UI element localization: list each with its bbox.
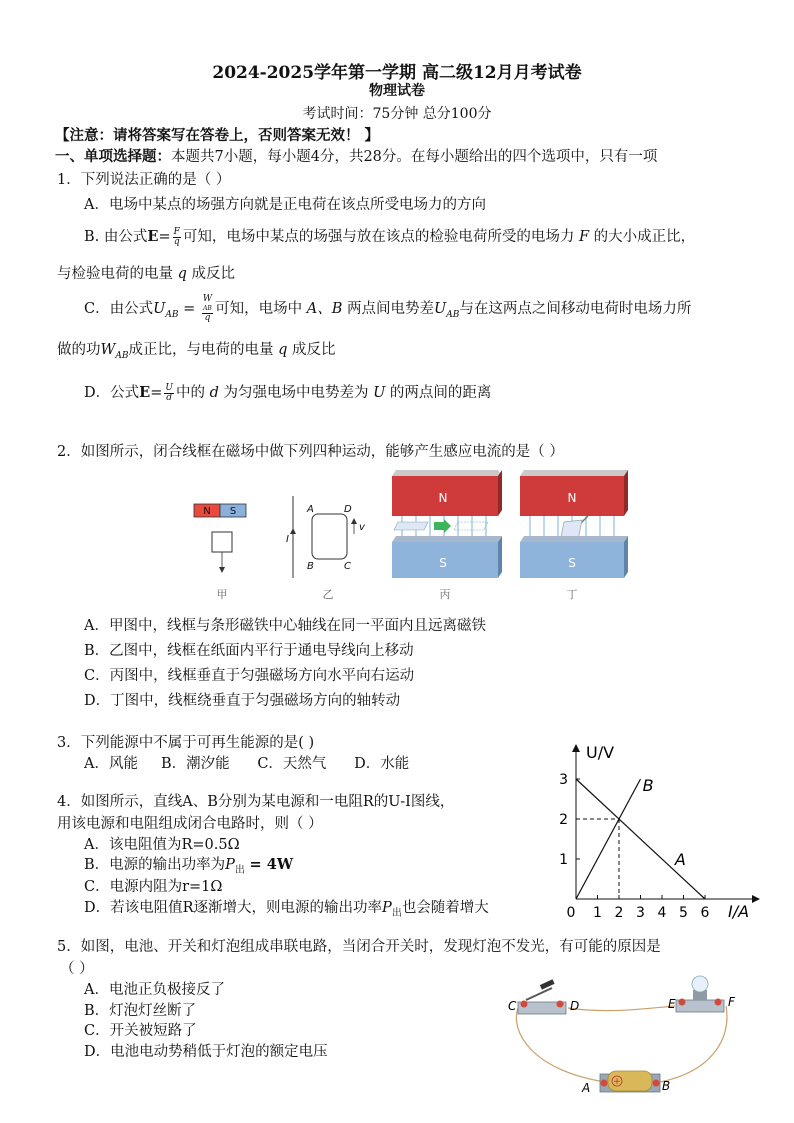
q1-d-mid2: 为匀强电场中电势差为 [223, 385, 369, 401]
magnet-s-label: S [229, 506, 237, 517]
n-side [498, 470, 502, 516]
x-axis-arrow [752, 895, 760, 903]
y-axis-label: U/V [586, 743, 615, 762]
series-line-b [576, 779, 641, 899]
ding-n-side [624, 470, 628, 516]
q4-stem-2: 用该电源和电阻组成闭合电路时，则（ ） [57, 816, 323, 832]
sub-ab: AB [165, 309, 179, 320]
frac-w-sub: AB [203, 305, 212, 312]
label-jia: 甲 [216, 588, 228, 601]
fraction-f-over-q [173, 228, 181, 247]
sym-a-b: A、B [306, 301, 343, 317]
q3-options: A．风能 B．潮汐能 C．天然气 D．水能 [84, 756, 410, 772]
x-tick-label: 6 [700, 905, 710, 921]
page-title: 2024-2025学年第一学期 高二级12月月考试卷 [212, 63, 582, 83]
sym-q: q [177, 266, 187, 282]
bing-s-label: S [439, 556, 447, 570]
q1-b-line2-tail: 成反比 [191, 266, 236, 282]
q1-option-c-line2 [57, 338, 336, 361]
q1-b-pre: B. 由公式 [84, 229, 148, 245]
q5-option-a: A．电池正负极接反了 [84, 982, 225, 998]
q1-b-line2: 与检验电荷的电量 [57, 266, 173, 282]
y-tick-label: 2 [559, 812, 568, 828]
green-arrow [434, 519, 451, 533]
label-a: A [582, 1081, 591, 1095]
frac-den-q: q [204, 313, 211, 323]
q1-c-post: 与在这两点之间移动电荷时电场力所 [459, 301, 692, 317]
x-axis-label: I/A [728, 902, 750, 921]
label-b: B [307, 561, 314, 572]
figure-yi [286, 496, 366, 601]
sym-u: U [153, 301, 166, 317]
sym-w: W [100, 342, 116, 358]
label-c: C [508, 999, 517, 1013]
ding-n-top [520, 470, 628, 476]
s-side [498, 536, 502, 578]
q1-b-post: 可知，电场中某点的场强与放在该点的检验电荷所受的电场力 [182, 229, 575, 245]
ding-s-side [624, 536, 628, 578]
n-top-face [392, 470, 502, 476]
p-sym-2: P [382, 900, 392, 916]
v-arrow-head [351, 518, 357, 524]
q1-c-pre: C．由公式 [84, 301, 154, 317]
frac-den: q [173, 236, 180, 247]
coil-frame [394, 522, 428, 530]
battery-terminal-a [601, 1080, 608, 1087]
s-top-face [392, 536, 502, 542]
x-tick-label: 3 [636, 905, 645, 921]
lamp-terminal-f [715, 999, 722, 1006]
q1-option-d [84, 381, 491, 403]
sym-d: d [209, 385, 219, 401]
q1-b-tail: 的大小成正比， [593, 229, 696, 245]
q2-option-d: D．丁图中，线框绕垂直于匀强磁场方向的轴转动 [84, 693, 401, 709]
x-tick-label: 2 [614, 905, 624, 921]
y-axis-arrow [572, 744, 580, 752]
ding-n-label: N [567, 491, 577, 505]
label-d: D [344, 504, 352, 515]
q1-c-mid2: 两点间电势差 [346, 301, 434, 317]
sym-u3: U [373, 385, 386, 401]
coil-square [212, 532, 232, 552]
q4-d-pre: D．若该电阻值R逐渐增大，则电源的输出功率 [84, 900, 383, 916]
section1-heading: 一、单项选择题： [55, 148, 171, 165]
frac-num: F [173, 226, 180, 237]
bulb-icon [692, 976, 708, 992]
switch-lever [526, 988, 552, 1000]
x-tick-label: 0 [566, 905, 576, 921]
fraction-w-over-q [202, 295, 213, 323]
q3-stem: 3．下列能源中不属于可再生能源的是( ) [57, 735, 315, 751]
frac-w: W [202, 294, 213, 304]
q1-c-line2-tail: 成正比，与电荷的电量 [128, 342, 274, 358]
y-tick-label: 1 [559, 852, 568, 868]
figure-bing [392, 470, 502, 601]
sub-ab3: AB [115, 350, 129, 361]
x-tick-label: 4 [657, 905, 667, 921]
label-yi: 乙 [322, 588, 334, 601]
q5-stem: 5．如图，电池、开关和灯泡组成串联电路，当闭合开关时，发现灯泡不发光，有可能的原因是 [57, 939, 661, 955]
q2-option-a: A．甲图中，线框与条形磁铁中心轴线在同一平面内且远离磁铁 [84, 618, 486, 634]
sym-q2: q [278, 342, 288, 358]
frac-den-d: d [166, 392, 173, 403]
coil-frame-dashed [454, 522, 488, 530]
switch-handle [540, 979, 555, 989]
battery-terminal-b [653, 1080, 660, 1087]
series-label-a: A [674, 850, 686, 869]
p-sub: 出 [234, 864, 245, 876]
q4-option-d [84, 896, 489, 919]
notice: 【注意：请将答案写在答卷上，否则答案无效！ 】 [55, 127, 380, 144]
ding-s-top [520, 536, 628, 542]
figure-jia [194, 504, 246, 601]
lamp-terminal-e [679, 999, 686, 1006]
sym-f: F [578, 229, 590, 245]
sym-eq2: = [183, 301, 196, 317]
q5-stem-2: （ ） [60, 961, 94, 977]
q1-stem: 1．下列说法正确的是（ ） [57, 172, 231, 188]
wire-right [660, 1006, 727, 1082]
wire-top [568, 1006, 675, 1011]
sym-e2: E [139, 384, 151, 401]
switch-terminal-d [557, 1001, 564, 1008]
series-label-b: B [642, 776, 654, 795]
series-line-a [576, 779, 705, 899]
magnet-n-label: N [203, 506, 211, 517]
wire-left [516, 1008, 605, 1082]
q4-option-a: A．该电阻值为R=0.5Ω [84, 837, 240, 853]
q2-figure [180, 466, 510, 606]
sym-eq: = [158, 229, 171, 245]
label-i: I [286, 534, 289, 545]
y-tick-label: 3 [559, 772, 568, 788]
label-e: E [668, 997, 676, 1011]
arrow-head [219, 567, 225, 573]
q1-option-c [84, 295, 691, 323]
q5-option-d: D．电池电动势稍低于灯泡的额定电压 [84, 1044, 328, 1060]
q5-option-b: B．灯泡灯丝断了 [84, 1003, 197, 1019]
bing-n-label: N [438, 491, 448, 505]
q1-option-a: A．电场中某点的场强方向就是正电荷在该点所受电场力的方向 [84, 197, 486, 213]
q1-d-mid: 中的 [175, 385, 205, 401]
frac-num-w [202, 295, 213, 314]
exam-info: 考试时间：75分钟 总分100分 [302, 106, 492, 122]
label-v: v [359, 522, 365, 533]
frac-num-u: U [165, 382, 173, 393]
q1-c-line2-end: 成反比 [292, 342, 336, 358]
current-arrow [290, 528, 296, 534]
q4-stem-1: 4．如图所示，直线A、B分别为某电源和一电阻R的U-I图线， [57, 794, 455, 810]
q4-option-c: C．电源内阻为r=1Ω [84, 879, 223, 895]
q4-b-pre: B．电源的输出功率为 [84, 857, 226, 873]
label-a: A [307, 504, 314, 515]
q2-figure-ding [512, 466, 632, 606]
q4-d-post: 也会随着增大 [401, 900, 489, 916]
q1-d-pre: D．公式 [84, 385, 140, 401]
q4-option-b [84, 853, 293, 876]
ding-s-label: S [568, 556, 576, 570]
page-subtitle: 物理试卷 [369, 83, 425, 99]
sub-ab2: AB [446, 309, 460, 320]
label-bing: 丙 [439, 588, 451, 601]
label-b: B [662, 1079, 671, 1093]
switch-terminal-c [521, 1001, 528, 1008]
q1-d-post: 的两点间的距离 [389, 385, 492, 401]
q1-c-mid: 可知，电场中 [215, 301, 303, 317]
fraction-u-over-d [164, 384, 174, 403]
x-tick-label: 1 [593, 905, 602, 921]
circuit-figure [500, 970, 750, 1100]
q1-option-b-line2 [57, 262, 235, 283]
q1-option-b [84, 225, 695, 247]
p-sub-2: 出 [391, 907, 402, 919]
label-f: F [728, 995, 735, 1009]
ui-chart [552, 738, 762, 924]
q1-c-line2: 做的功 [57, 342, 101, 358]
label-d: D [570, 999, 580, 1013]
x-tick-label: 5 [679, 905, 688, 921]
q2-option-c: C．丙图中，线框垂直于匀强磁场方向水平向右运动 [84, 668, 415, 684]
sym-u2: U [433, 301, 447, 317]
sym-eq3: = [150, 385, 163, 401]
sym-e: E [147, 228, 159, 245]
section1-line [55, 145, 657, 166]
wire-loop [312, 514, 347, 559]
plus-sign: + [613, 1077, 621, 1087]
q2-option-b: B．乙图中，线框在纸面内平行于通电导线向上移动 [84, 643, 414, 659]
q2-stem: 2．如图所示，闭合线框在磁场中做下列四种运动，能够产生感应电流的是（ ） [57, 444, 564, 460]
p-sym: P [225, 857, 235, 873]
section1-desc: 本题共7小题，每小题4分，共28分。在每小题给出的四个选项中，只有一项 [171, 149, 658, 165]
label-ding: 丁 [566, 588, 578, 601]
q4-b-eq: = 4W [249, 856, 294, 873]
q5-option-c: C．开关被短路了 [84, 1023, 197, 1039]
label-c: C [344, 561, 351, 572]
